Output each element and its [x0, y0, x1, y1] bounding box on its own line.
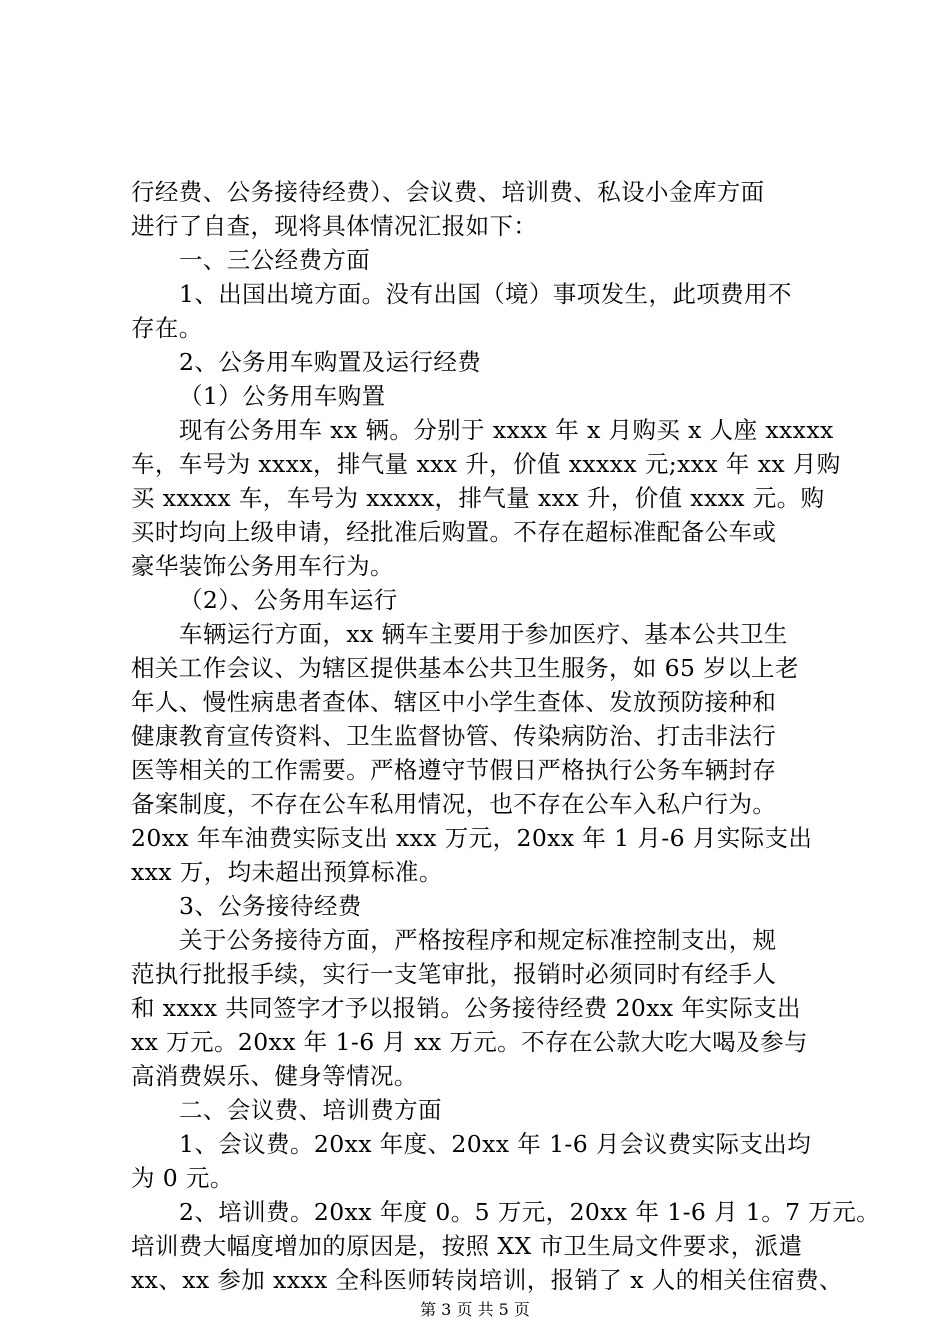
subsection-heading: （1）公务用车购置 [179, 382, 386, 410]
paragraph-line: 医等相关的工作需要。严格遵守节假日严格执行公务车辆封存 [131, 756, 777, 784]
paragraph-line: 存在。 [131, 314, 203, 342]
paragraph-line: 买 xxxxx 车，车号为 xxxxx，排气量 xxx 升，价值 xxxx 元。购 [131, 484, 825, 512]
section-heading: 二、会议费、培训费方面 [179, 1096, 442, 1124]
paragraph-line: 健康教育宣传资料、卫生监督协管、传染病防治、打击非法行 [131, 722, 777, 750]
paragraph-line: 豪华装饰公务用车行为。 [131, 552, 394, 580]
paragraph-line: 现有公务用车 xx 辆。分别于 xxxx 年 x 月购买 x 人座 xxxxx [179, 416, 834, 444]
paragraph-line: 1、出国出境方面。没有出国（境）事项发生，此项费用不 [179, 280, 792, 308]
subsection-heading: 2、公务用车购置及运行经费 [179, 348, 482, 376]
paragraph-line: 20xx 年车油费实际支出 xxx 万元，20xx 年 1 月-6 月实际支出 [131, 824, 813, 852]
paragraph-line: 1、会议费。20xx 年度、20xx 年 1-6 月会议费实际支出均 [179, 1130, 812, 1158]
paragraph-line: 买时均向上级申请，经批准后购置。不存在超标准配备公车或 [131, 518, 777, 546]
paragraph-line: xx 万元。20xx 年 1-6 月 xx 万元。不存在公款大吃大喝及参与 [131, 1028, 808, 1056]
paragraph-line: 培训费大幅度增加的原因是，按照 XX 市卫生局文件要求，派遣 [131, 1232, 803, 1260]
paragraph-line: 备案制度，不存在公车私用情况，也不存在公车入私户行为。 [131, 790, 777, 818]
paragraph-line: 年人、慢性病患者查体、辖区中小学生查体、发放预防接种和 [131, 688, 777, 716]
paragraph-line: 范执行批报手续，实行一支笔审批，报销时必须同时有经手人 [131, 960, 777, 988]
section-heading: 一、三公经费方面 [179, 246, 371, 274]
paragraph-line: 行经费、公务接待经费）、会议费、培训费、私设小金库方面 [131, 178, 765, 206]
subsection-heading: （2）、公务用车运行 [179, 586, 398, 614]
paragraph-line: 为 0 元。 [131, 1164, 234, 1192]
paragraph-line: 相关工作会议、为辖区提供基本公共卫生服务，如 65 岁以上老 [131, 654, 799, 682]
page-number-footer: 第 3 页 共 5 页 [420, 1300, 530, 1319]
paragraph-line: 车，车号为 xxxx，排气量 xxx 升，价值 xxxxx 元;xxx 年 xx 月购 [131, 450, 841, 478]
paragraph-line: xxx 万，均未超出预算标准。 [131, 858, 443, 886]
paragraph-line: 车辆运行方面，xx 辆车主要用于参加医疗、基本公共卫生 [179, 620, 788, 648]
paragraph-line: 2、培训费。20xx 年度 0。5 万元，20xx 年 1-6 月 1。7 万元。 [179, 1198, 881, 1226]
paragraph-line: 和 xxxx 共同签字才予以报销。公务接待经费 20xx 年实际支出 [131, 994, 801, 1022]
subsection-heading: 3、公务接待经费 [179, 892, 362, 920]
paragraph-line: 进行了自查，现将具体情况汇报如下： [131, 212, 538, 240]
paragraph-line: 关于公务接待方面，严格按程序和规定标准控制支出，规 [179, 926, 777, 954]
paragraph-line: xx、xx 参加 xxxx 全科医师转岗培训，报销了 x 人的相关住宿费、 [131, 1266, 843, 1294]
paragraph-line: 高消费娱乐、健身等情况。 [131, 1062, 418, 1090]
